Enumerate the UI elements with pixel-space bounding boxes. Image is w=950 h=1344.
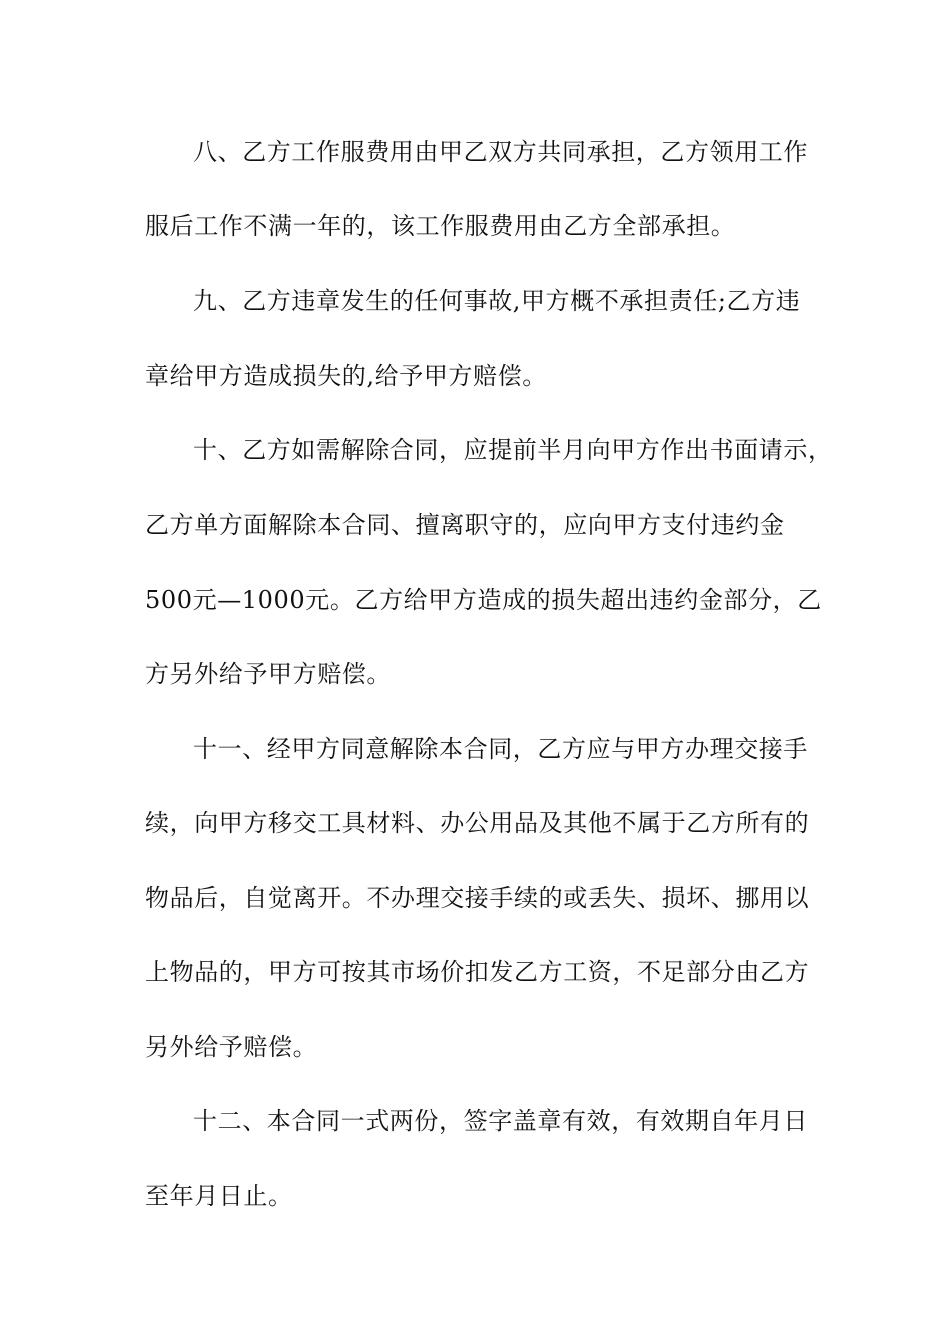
- clause-10-line-4: 方另外给予甲方赔偿。: [145, 660, 391, 688]
- clause-10-line-1: 十、乙方如需解除合同，应提前半月向甲方作出书面请示，: [193, 436, 833, 464]
- clause-11-line-3: 物品后，自觉离开。不办理交接手续的或丢失、损坏、挪用以: [145, 884, 810, 912]
- clause-12-line-1: 十二、本合同一式两份，签字盖章有效，有效期自年月日: [193, 1107, 808, 1135]
- clause-10-line-3: 500元—1000元。乙方给甲方造成的损失超出违约金部分，乙: [145, 586, 822, 614]
- clause-8-line-1: 八、乙方工作服费用由甲乙双方共同承担，乙方领用工作: [193, 138, 808, 166]
- clause-12-line-2: 至年月日止。: [145, 1182, 293, 1210]
- clause-9-line-2: 章给甲方造成损失的,给予甲方赔偿。: [145, 362, 547, 390]
- clause-11-line-1: 十一、经甲方同意解除本合同，乙方应与甲方办理交接手: [193, 735, 808, 763]
- clause-8-line-2: 服后工作不满一年的，该工作服费用由乙方全部承担。: [145, 212, 736, 240]
- clause-11-line-2: 续，向甲方移交工具材料、办公用品及其他不属于乙方所有的: [145, 809, 810, 837]
- clause-11-line-4: 上物品的，甲方可按其市场价扣发乙方工资，不足部分由乙方: [145, 958, 810, 986]
- clause-10-line-2: 乙方单方面解除本合同、擅离职守的，应向甲方支付违约金: [145, 511, 785, 539]
- clause-11-line-5: 另外给予赔偿。: [145, 1033, 318, 1061]
- clause-9-line-1: 九、乙方违章发生的任何事故,甲方概不承担责任;乙方违: [193, 287, 801, 315]
